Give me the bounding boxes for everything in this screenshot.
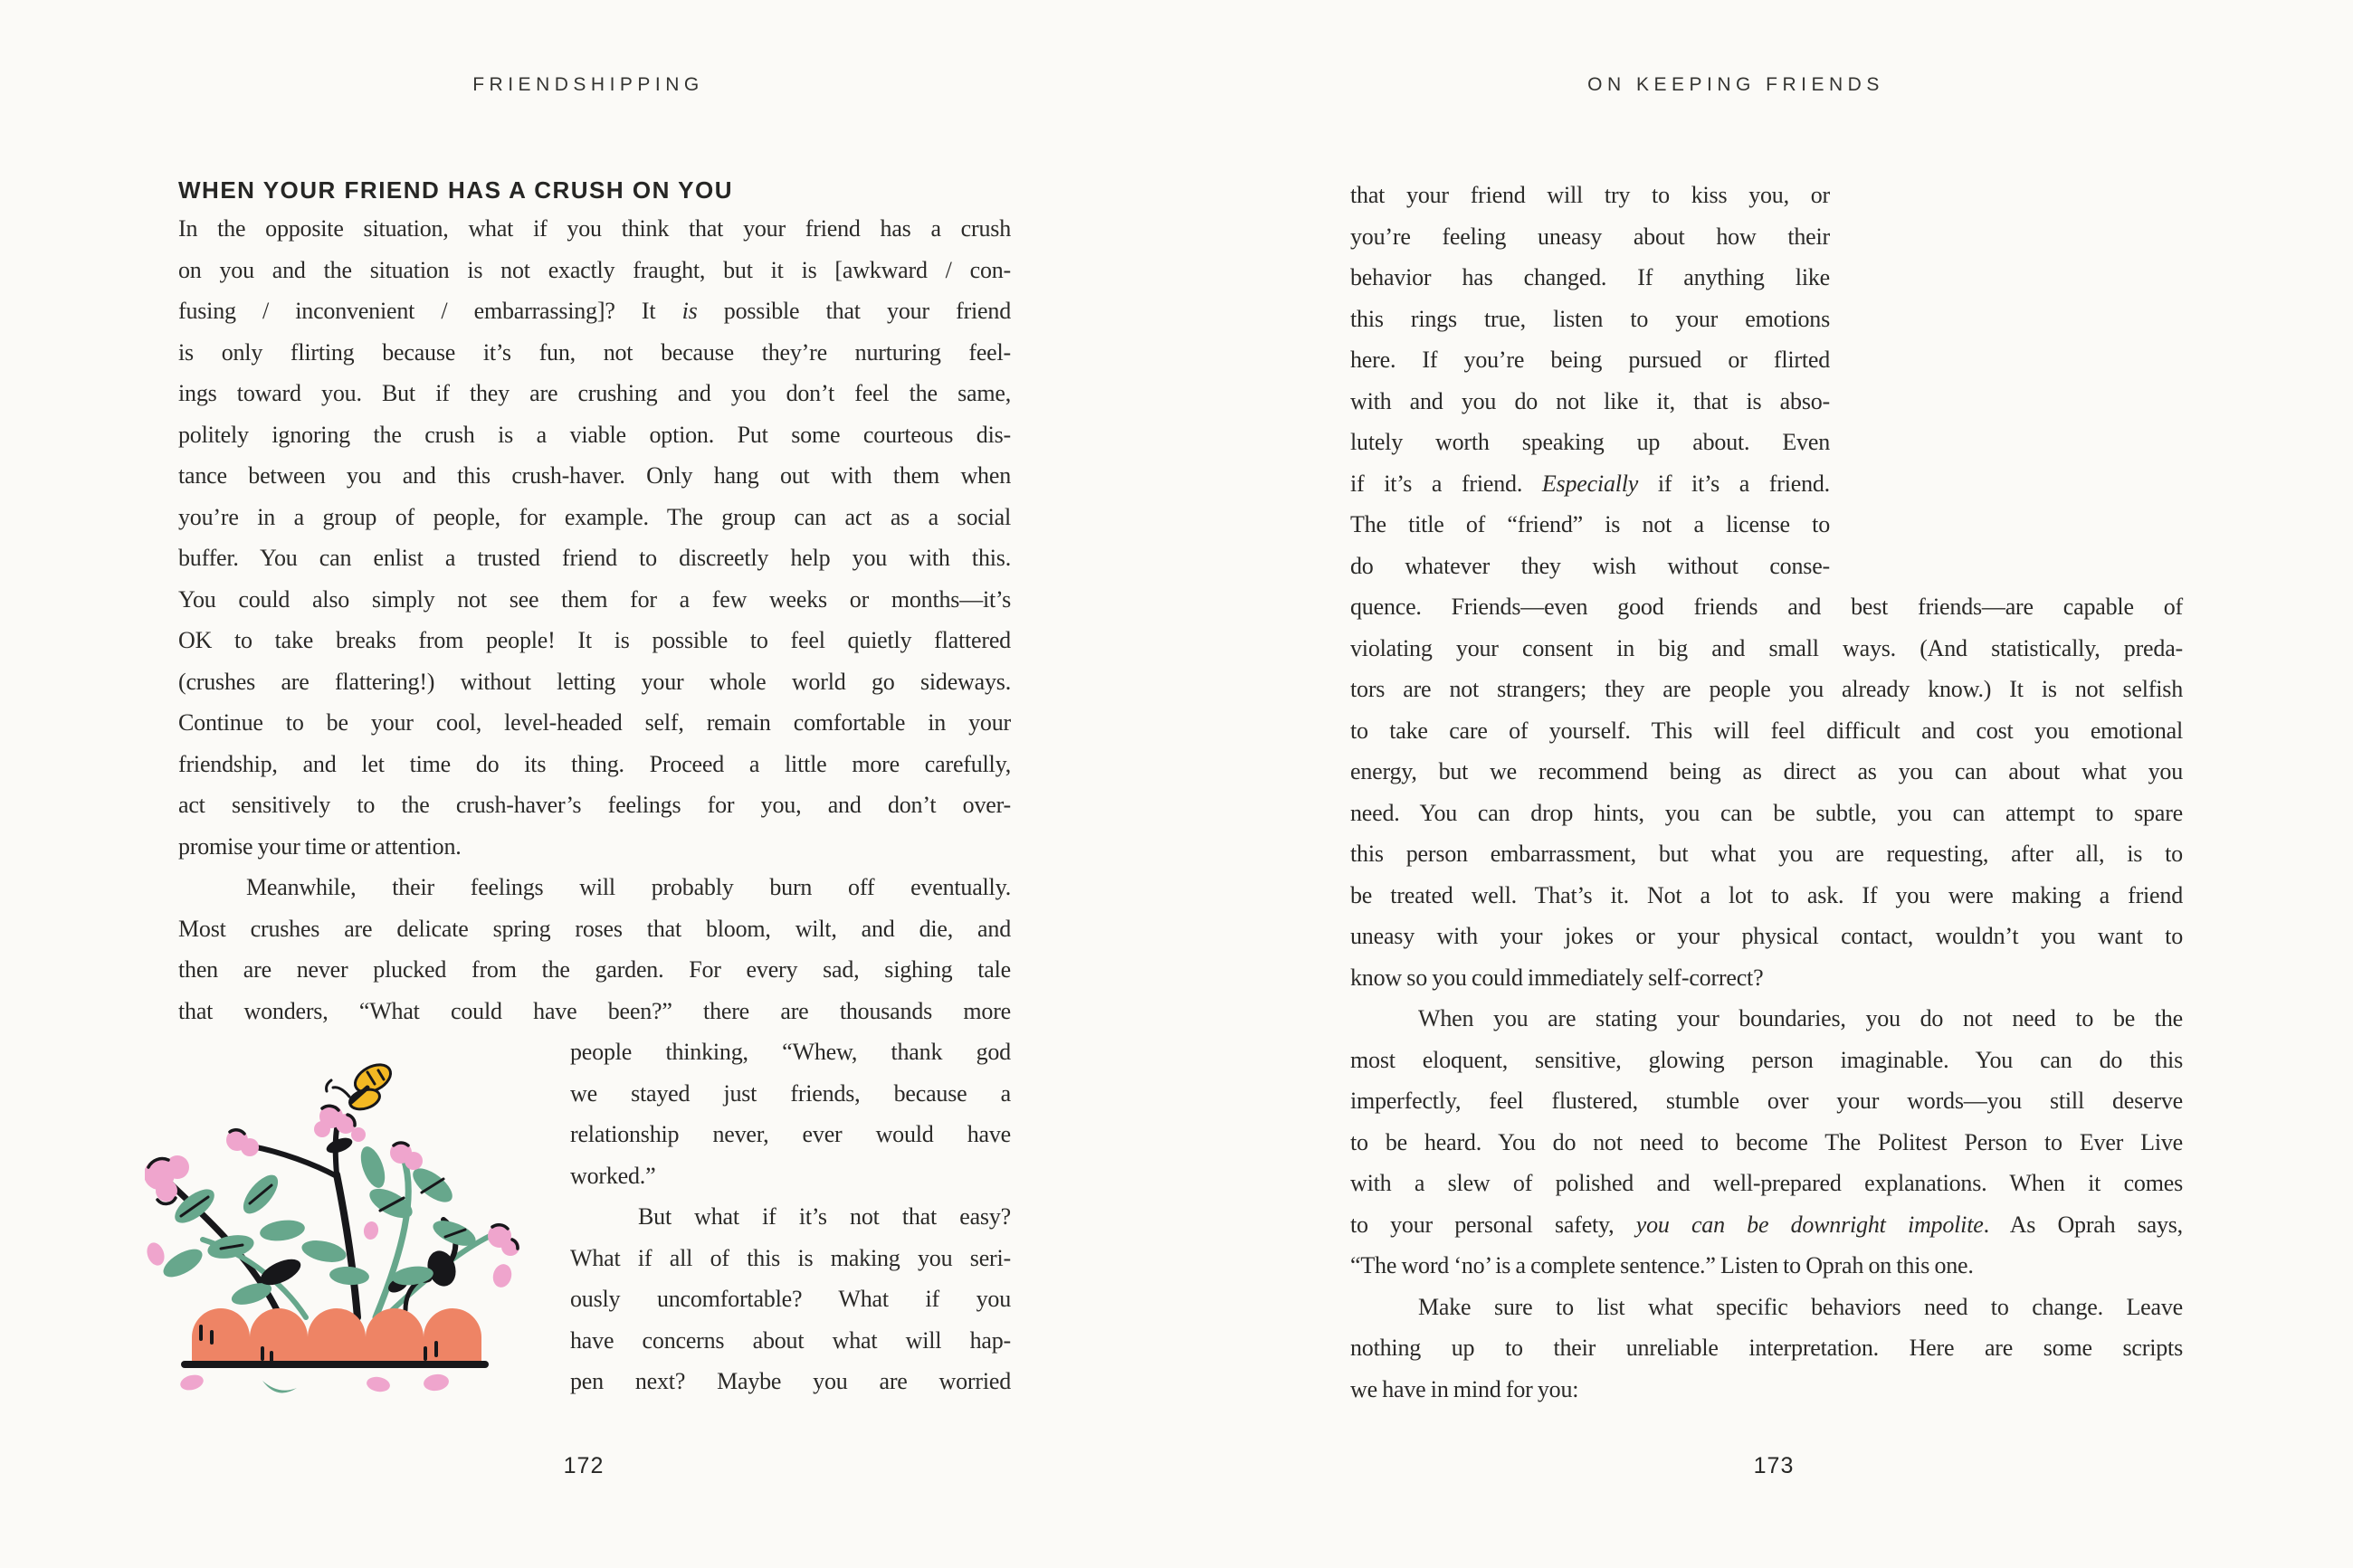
text-line: When you are stating your boundaries, you do not need to be the bbox=[1418, 1005, 2183, 1031]
text-line: on you and the situation is not exactly fraught, but it is [awkward / con- bbox=[178, 256, 1011, 283]
text-line: have concerns about what will hap- bbox=[570, 1326, 1011, 1354]
text-line: know so you could immediately self-correct? bbox=[1350, 964, 1764, 991]
text-line: to your personal safety, you can be downright impolite. As Oprah says, bbox=[1350, 1211, 2183, 1238]
text-line: ings toward you. But if they are crushing and you don’t feel the same, bbox=[178, 380, 1011, 406]
page-number-left: 172 bbox=[563, 1453, 605, 1478]
text-line: Meanwhile, their feelings will probably burn off eventually. bbox=[246, 874, 1011, 900]
text-line: But what if it’s not that easy? bbox=[638, 1203, 1011, 1230]
text-line: fusing / inconvenient / embarrassing]? It is possible that your friend bbox=[178, 298, 1011, 324]
text-line: ously uncomfortable? What if you bbox=[570, 1286, 1011, 1312]
running-head-right: ON KEEPING FRIENDS bbox=[1587, 74, 1884, 95]
text-line: need. You can drop hints, you can be subtle, you can attempt to spare bbox=[1350, 799, 2183, 826]
text-line: this rings true, listen to your emotions bbox=[1350, 305, 1830, 332]
text-line: that wonders, “What could have been?” there are thousands more bbox=[178, 997, 1011, 1024]
text-line: is only flirting because it’s fun, not because they’re nurturing feel- bbox=[178, 338, 1011, 366]
text-line: Make sure to list what specific behaviors need to change. Leave bbox=[1418, 1293, 2183, 1320]
text-line: What if all of this is making you seri- bbox=[570, 1244, 1011, 1271]
text-line: if it’s a friend. Especially if it’s a friend. bbox=[1350, 470, 1830, 497]
text-line: be treated well. That’s it. Not a lot to ask. If you were making a friend bbox=[1350, 881, 2183, 908]
text-line: “The word ‘no’ is a complete sentence.” Listen to Oprah on this one. bbox=[1350, 1252, 1974, 1278]
text-line: with a slew of polished and well-prepared explanations. When it comes bbox=[1350, 1170, 2183, 1196]
text-line: we have in mind for you: bbox=[1350, 1375, 1579, 1402]
text-line: you’re in a group of people, for example. The group can act as a social bbox=[178, 503, 1011, 530]
text-line: pen next? Maybe you are worried bbox=[570, 1368, 1011, 1394]
text-line: energy, but we recommend being as direct as you can about what you bbox=[1350, 758, 2183, 784]
text-line: with and you do not like it, that is abso- bbox=[1350, 387, 1830, 414]
wilting-roses-illustration bbox=[145, 1039, 570, 1423]
text-line: to take care of yourself. This will feel difficult and cost you emotional bbox=[1350, 717, 2183, 744]
text-line: Most crushes are delicate spring roses that bloom, wilt, and die, and bbox=[178, 915, 1011, 942]
text-line: friendship, and let time do its thing. Proceed a little more carefully, bbox=[178, 750, 1011, 777]
text-line: relationship never, ever would have bbox=[570, 1121, 1011, 1147]
text-line: politely ignoring the crush is a viable option. Put some courteous dis- bbox=[178, 421, 1011, 448]
text-line: we stayed just friends, because a bbox=[570, 1079, 1011, 1107]
text-line: quence. Friends—even good friends and best friends—are capable of bbox=[1350, 594, 2183, 620]
text-line: lutely worth speaking up about. Even bbox=[1350, 429, 1830, 455]
body-text-right bbox=[1350, 175, 2183, 1410]
text-line: to be heard. You do not need to become The Politest Person to Ever Live bbox=[1350, 1128, 2183, 1155]
text-line: here. If you’re being pursued or flirted bbox=[1350, 347, 1830, 373]
text-line: nothing up to their unreliable interpretation. Here are some scripts bbox=[1350, 1335, 2183, 1361]
text-line: (crushes are flattering!) without letting your whole world go sideways. bbox=[178, 668, 1011, 695]
text-line: buffer. You can enlist a trusted friend to discreetly help you with this. bbox=[178, 545, 1011, 571]
text-line: act sensitively to the crush-haver’s feelings for you, and don’t over- bbox=[178, 792, 1011, 818]
text-line: In the opposite situation, what if you think that your friend has a crush bbox=[178, 215, 1011, 242]
text-line: most eloquent, sensitive, glowing person imaginable. You can do this bbox=[1350, 1046, 2183, 1073]
text-line: you’re feeling uneasy about how their bbox=[1350, 223, 1830, 250]
text-line: this person embarrassment, but what you are requesting, after all, is to bbox=[1350, 841, 2183, 867]
text-line: violating your consent in big and small ways. (And statistically, preda- bbox=[1350, 634, 2183, 661]
page-number-right: 173 bbox=[1753, 1453, 1795, 1478]
text-line: that your friend will try to kiss you, or bbox=[1350, 182, 1830, 208]
text-line: Continue to be your cool, level-headed self, remain comfortable in your bbox=[178, 709, 1011, 736]
text-line: imperfectly, feel flustered, stumble over your words—you still deserve bbox=[1350, 1088, 2183, 1114]
text-line: then are never plucked from the garden. For every sad, sighing tale bbox=[178, 956, 1011, 983]
text-line: people thinking, “Whew, thank god bbox=[570, 1039, 1011, 1065]
right-page bbox=[1176, 0, 2353, 1568]
text-line: The title of “friend” is not a license to bbox=[1350, 511, 1830, 537]
text-line: uneasy with your jokes or your physical contact, wouldn’t you want to bbox=[1350, 923, 2183, 949]
text-line: worked.” bbox=[570, 1162, 656, 1189]
text-line: OK to take breaks from people! It is possible to feel quietly flattered bbox=[178, 627, 1011, 653]
text-line: promise your time or attention. bbox=[178, 832, 462, 860]
text-line: tors are not strangers; they are people you already know.) It is not selfish bbox=[1350, 676, 2183, 702]
section-heading: WHEN YOUR FRIEND HAS A CRUSH ON YOU bbox=[178, 176, 733, 204]
text-line: tance between you and this crush-haver. Only hang out with them when bbox=[178, 462, 1011, 489]
text-line: do whatever they wish without conse- bbox=[1350, 552, 1830, 579]
running-head-left: FRIENDSHIPPING bbox=[472, 74, 704, 95]
left-page bbox=[0, 0, 1176, 1568]
text-line: behavior has changed. If anything like bbox=[1350, 264, 1830, 290]
text-line: You could also simply not see them for a few weeks or months—it’s bbox=[178, 585, 1011, 613]
